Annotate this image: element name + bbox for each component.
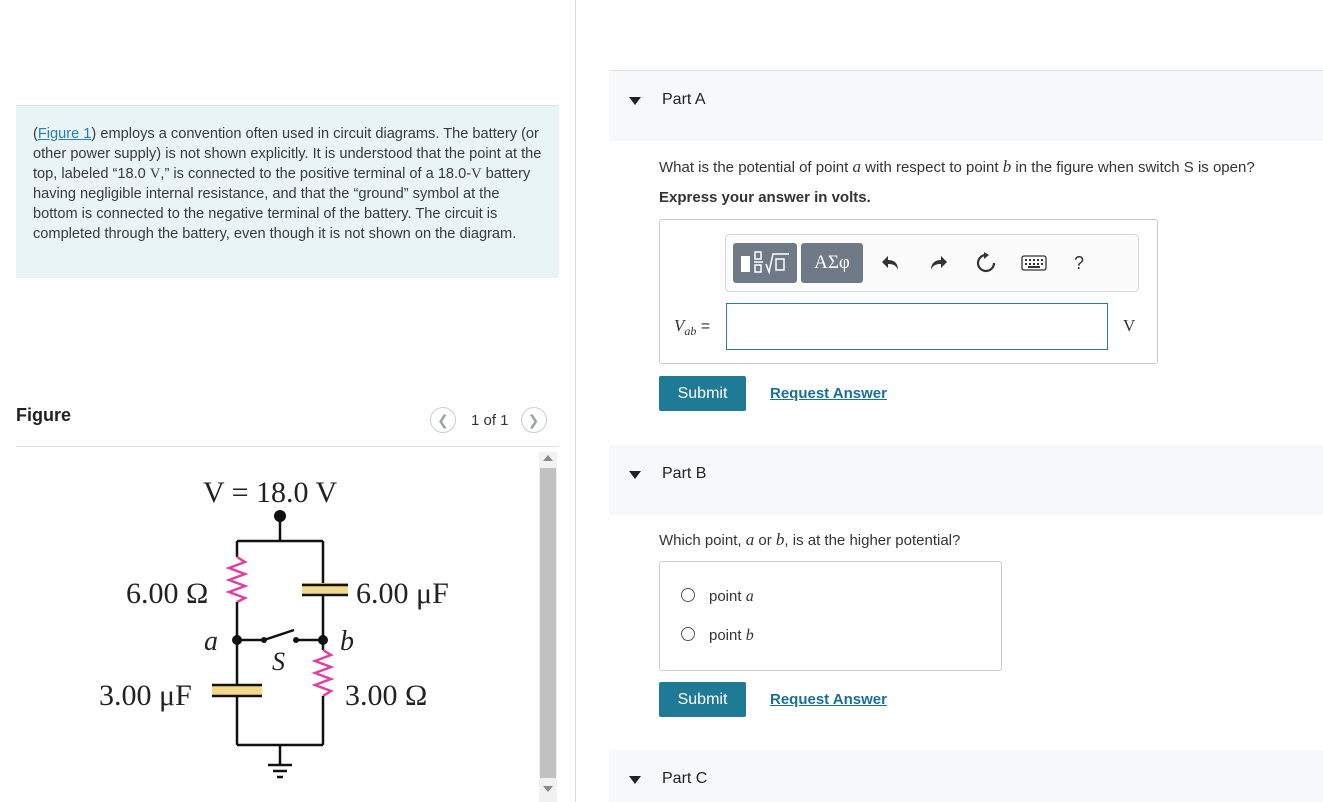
circuit-diagram — [90, 460, 510, 790]
collapse-triangle-icon — [629, 776, 641, 784]
part-a-instruction: Express your answer in volts. — [659, 189, 871, 206]
voltage-label: V = 18.0 V — [203, 476, 338, 509]
qb-text-2: or — [754, 532, 776, 549]
part-a-question — [659, 157, 1255, 177]
collapse-triangle-icon — [629, 97, 641, 105]
intro-unit-v-2: V — [471, 166, 482, 182]
answer-variable-label — [674, 316, 710, 339]
part-b-question — [659, 530, 960, 550]
intro-text-3: battery having negligible internal resistance, and that the “ground” symbol at the bottom is connected to the negative terminal of the battery. The circuit is completed through the battery, even though it is not shown on the diagram. — [33, 166, 531, 242]
qa-text-2: with respect to point — [860, 159, 1003, 176]
qa-var-a: a — [852, 157, 861, 176]
qb-text-3: , is at the higher potential? — [784, 532, 961, 549]
opt-a-var: a — [745, 588, 754, 605]
option-b-radio[interactable] — [681, 627, 695, 641]
templates-button[interactable] — [733, 243, 797, 283]
r1-label: 6.00 Ω — [126, 577, 209, 610]
pane-divider[interactable] — [575, 0, 576, 802]
opt-b-text: point — [709, 627, 746, 644]
option-a-radio[interactable] — [681, 588, 695, 602]
figure-link[interactable]: Figure 1 — [37, 126, 92, 142]
point-b-label: b — [340, 626, 354, 657]
intro-text-2: ,” is connected to the positive terminal of a 18.0- — [160, 166, 472, 182]
qa-text-1: What is the potential of point — [659, 159, 853, 176]
reset-icon[interactable] — [974, 251, 998, 275]
r2-label: 3.00 Ω — [345, 679, 428, 712]
part-a-submit-button[interactable]: Submit — [659, 376, 746, 411]
figure-pager — [430, 406, 547, 434]
part-a-label: Part A — [662, 91, 706, 108]
qa-var-b: b — [1002, 157, 1012, 176]
resistor-3ohm — [315, 650, 331, 696]
qb-text-1: Which point, — [659, 532, 746, 549]
undo-icon[interactable] — [879, 251, 903, 275]
var-main: V — [674, 316, 685, 335]
pager-text: 1 of 1 — [471, 411, 509, 429]
greek-symbols-button[interactable]: ΑΣφ — [801, 243, 863, 283]
part-a-request-answer-link[interactable]: Request Answer — [770, 385, 887, 402]
qb-var-a: a — [745, 530, 755, 549]
intro-text-1: ) employs a convention often used in circuit diagrams. The battery (or other power supply) is not shown explicitly. It is understood that the point at the top, labeled “18.0 — [33, 126, 542, 182]
switch-s — [264, 630, 294, 640]
part-b-label: Part B — [662, 465, 707, 482]
scroll-down-arrow[interactable] — [543, 786, 553, 792]
opt-b-var: b — [745, 627, 754, 644]
redo-icon[interactable] — [926, 251, 950, 275]
option-b-label[interactable] — [709, 627, 754, 645]
part-b-header[interactable] — [609, 445, 1323, 515]
intro-unit-v: V — [149, 166, 161, 182]
var-eq: = — [700, 318, 711, 335]
figure-title: Figure — [16, 405, 72, 425]
var-sub: ab — [684, 324, 697, 339]
option-a-label[interactable] — [709, 588, 754, 606]
choice-box — [659, 561, 1002, 671]
part-a-header[interactable] — [609, 71, 1323, 141]
chevron-right-icon: ❯ — [527, 411, 540, 428]
collapse-triangle-icon — [629, 471, 641, 479]
opt-a-text: point — [709, 588, 746, 605]
math-toolbar — [725, 234, 1139, 292]
prev-figure-button[interactable] — [430, 407, 456, 433]
point-a-label: a — [204, 626, 218, 657]
answer-unit: V — [1123, 316, 1136, 335]
c1-label: 6.00 μF — [356, 577, 449, 610]
qb-var-b: b — [775, 530, 785, 549]
scroll-up-arrow[interactable] — [543, 455, 553, 461]
resistor-6ohm — [229, 557, 245, 602]
switch-label: S — [272, 647, 285, 676]
help-icon[interactable]: ? — [1073, 252, 1084, 273]
part-b-request-answer-link[interactable]: Request Answer — [770, 691, 887, 708]
chevron-left-icon: ❮ — [437, 411, 449, 428]
fraction-sqrt-icon — [737, 248, 793, 278]
c2-label: 3.00 μF — [99, 679, 192, 712]
qa-text-3: in the figure when switch S is open? — [1011, 159, 1255, 176]
answer-input[interactable] — [726, 303, 1108, 350]
figure-divider — [16, 446, 559, 447]
next-figure-button[interactable] — [521, 407, 547, 433]
figure-scrollbar-thumb[interactable] — [540, 468, 556, 778]
problem-intro: (Figure 1) employs a convention often used in circuit diagrams. The battery (or other power supply) is not shown explicitly. It is understood that the point at the top, labeled “18.0 V,” is connected to the positive terminal of a 18.0-V battery having negligible internal resistance, and that the “ground” symbol at the bottom is connected to the negative terminal of the battery. The circuit is completed through the battery, even though it is not shown on the diagram. — [16, 105, 559, 278]
part-c-label: Part C — [662, 770, 708, 787]
keyboard-icon[interactable] — [1020, 251, 1048, 275]
part-b-submit-button[interactable]: Submit — [659, 682, 746, 717]
part-c-header[interactable] — [609, 750, 1323, 802]
